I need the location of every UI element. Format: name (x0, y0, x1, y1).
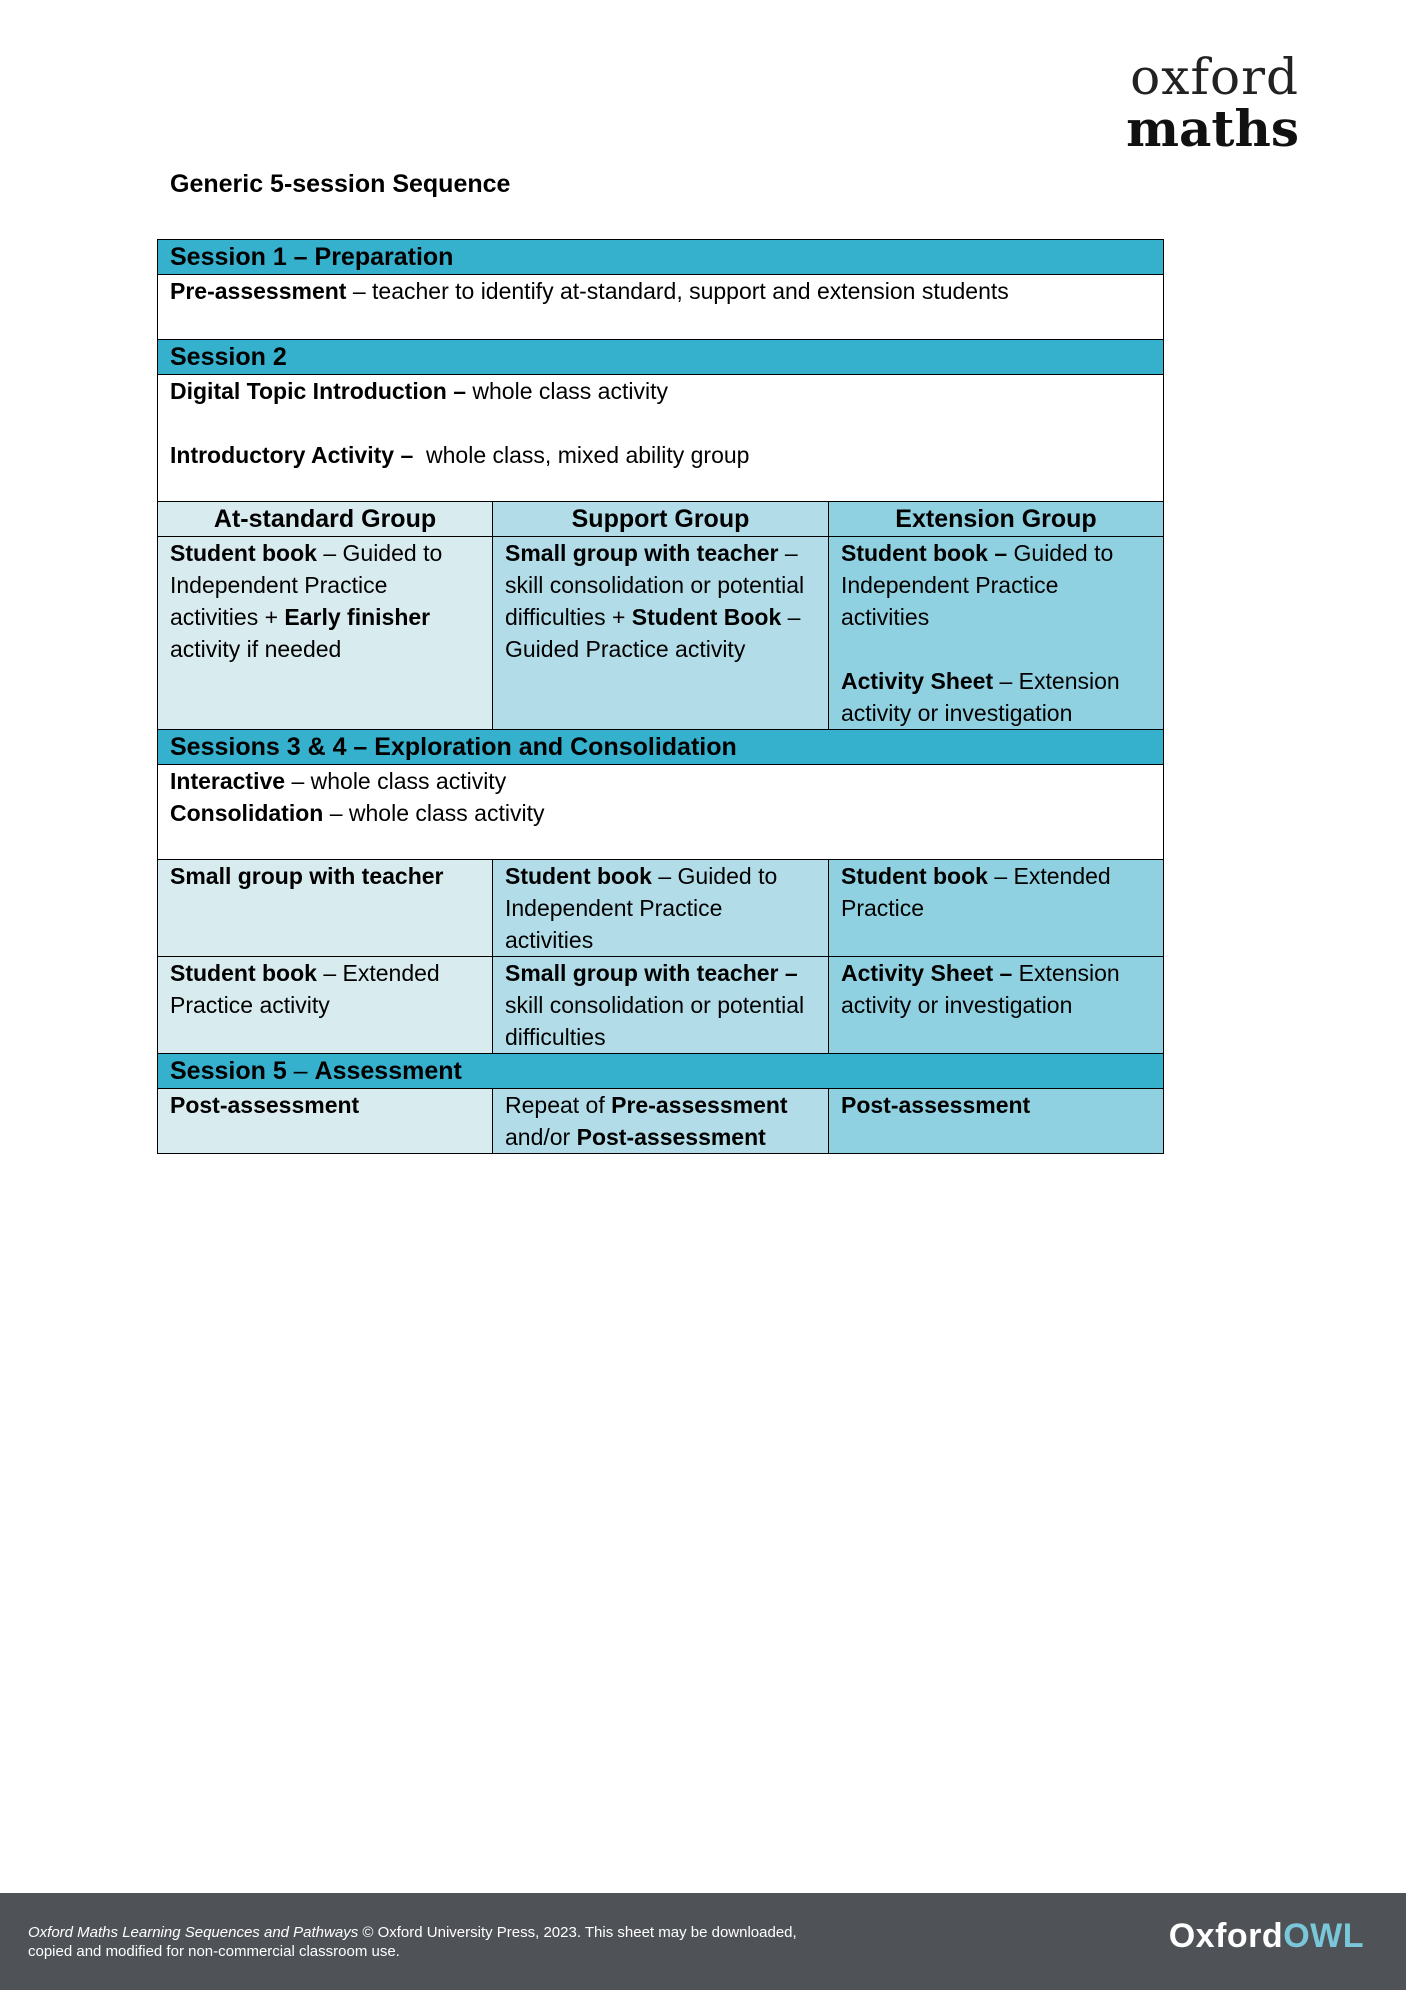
consolidation-label: Consolidation (170, 800, 324, 826)
oxford-owl-brand-1: Oxford (1168, 1917, 1284, 1955)
footer-publication-title: Oxford Maths Learning Sequences and Pathways (28, 1924, 359, 1941)
footer-text-2: copied and modified for non-commercial classroom use. (28, 1943, 400, 1960)
footer (0, 1893, 1406, 1990)
group-header-row (158, 502, 1164, 537)
cell-text: skill consolidation or potential difficulties (505, 992, 805, 1050)
cell-bold: Student book – (841, 540, 1008, 566)
pre-assessment-desc: – teacher to identify at-standard, support and extension students (346, 278, 1009, 304)
consolidation-line (170, 797, 1151, 829)
cell-bold: Student book (505, 863, 652, 889)
page-title: Generic 5-session Sequence (170, 170, 511, 198)
session-34-r2-c1 (158, 957, 493, 1054)
session-2-content (158, 375, 1164, 502)
cell-bold: Activity Sheet (841, 668, 994, 694)
footer-copyright (28, 1923, 928, 1961)
session-2-header-row (158, 340, 1164, 375)
cell-bold: Post-assessment (841, 1092, 1031, 1118)
session-34-r1-c1 (158, 860, 493, 957)
session-5-c1 (158, 1089, 493, 1154)
session-34-content-row (158, 765, 1164, 860)
session-5-c2 (493, 1089, 829, 1154)
cell-text: – skill consolidation or potential difficulties + (505, 540, 805, 630)
session-2-content-row (158, 375, 1164, 502)
cell-text: activity if needed (170, 636, 342, 662)
session-5-row (158, 1089, 1164, 1154)
digital-topic-desc: whole class activity (466, 378, 668, 404)
session-1-header: Session 1 – Preparation (158, 240, 1164, 275)
cell-bold: Early finisher (284, 604, 431, 630)
cell-bold: Small group with teacher (505, 540, 779, 566)
session-34-row-1 (158, 860, 1164, 957)
at-standard-group-header: At-standard Group (158, 502, 493, 537)
interactive-label: Interactive (170, 768, 286, 794)
session-34-header-row (158, 730, 1164, 765)
oxford-maths-logo (1126, 48, 1299, 158)
session-1-header-row (158, 240, 1164, 275)
oxford-owl-logo (1169, 1917, 1364, 1956)
interactive-line (170, 765, 1151, 797)
session-34-header: Sessions 3 & 4 – Exploration and Consolidation (158, 730, 1164, 765)
digital-topic-line (170, 375, 1151, 407)
cell-text: and/or (505, 1092, 794, 1150)
footer-text-1: © Oxford University Press, 2023. This sheet may be downloaded, (358, 1924, 797, 1941)
session-5-label: Session 5 (170, 1057, 287, 1085)
session-34-r1-c3 (829, 860, 1164, 957)
cell-text: – Guided to Independent Practice activities (505, 863, 778, 953)
session-34-r2-c2 (493, 957, 829, 1054)
support-cell (493, 537, 829, 730)
session-2-header: Session 2 (158, 340, 1164, 375)
cell-bold: Activity Sheet – (841, 960, 1013, 986)
cell-text: Repeat of (505, 1092, 612, 1118)
logo-line-1: oxford (1130, 48, 1299, 106)
session-34-row-2 (158, 957, 1164, 1054)
introductory-activity-desc: whole class, mixed ability group (413, 442, 750, 468)
oxford-owl-brand-2: OWL (1283, 1917, 1364, 1955)
session-5-header (158, 1054, 1164, 1089)
session-34-r1-c2 (493, 860, 829, 957)
session-2-groups-row (158, 537, 1164, 730)
extension-group-header: Extension Group (829, 502, 1164, 537)
session-34-content (158, 765, 1164, 860)
introductory-activity-line (170, 439, 1151, 471)
cell-text: – Extended Practice activity (170, 960, 440, 1018)
cell-text: – Guided Practice activity (505, 604, 801, 662)
logo-line-2: maths (1126, 99, 1299, 158)
session-5-header-row (158, 1054, 1164, 1089)
session-34-r2-c3 (829, 957, 1164, 1054)
cell-bold: Pre-assessment (611, 1092, 788, 1118)
consolidation-desc: – whole class activity (323, 800, 545, 826)
cell-bold: Post-assessment (576, 1124, 766, 1150)
session-sequence-table (157, 239, 1164, 1154)
cell-text: – Extended Practice (841, 863, 1111, 921)
cell-bold: Post-assessment (170, 1092, 360, 1118)
digital-topic-label: Digital Topic Introduction – (170, 378, 467, 404)
at-standard-cell (158, 537, 493, 730)
cell-bold: Small group with teacher (170, 863, 444, 889)
interactive-desc: – whole class activity (285, 768, 507, 794)
extension-cell (829, 537, 1164, 730)
session-5-dash: – (286, 1057, 315, 1085)
cell-bold: Small group with teacher – (505, 960, 798, 986)
cell-text: – Guided to Independent Practice activities + (170, 540, 443, 630)
cell-text: Guided to Independent Practice activities (841, 540, 1114, 630)
session-1-content (158, 275, 1164, 340)
pre-assessment-label: Pre-assessment (170, 278, 347, 304)
session-1-content-row (158, 275, 1164, 340)
cell-bold: Student book (841, 863, 988, 889)
cell-bold: Student book (170, 960, 317, 986)
session-5-assessment-label: Assessment (314, 1057, 462, 1085)
cell-bold: Student book (170, 540, 317, 566)
session-5-c3 (829, 1089, 1164, 1154)
support-group-header: Support Group (493, 502, 829, 537)
cell-bold: Student Book (631, 604, 782, 630)
cell-text: – Extension activity or investigation (841, 668, 1120, 726)
cell-text: Extension activity or investigation (841, 960, 1120, 1018)
introductory-activity-label: Introductory Activity – (170, 442, 414, 468)
